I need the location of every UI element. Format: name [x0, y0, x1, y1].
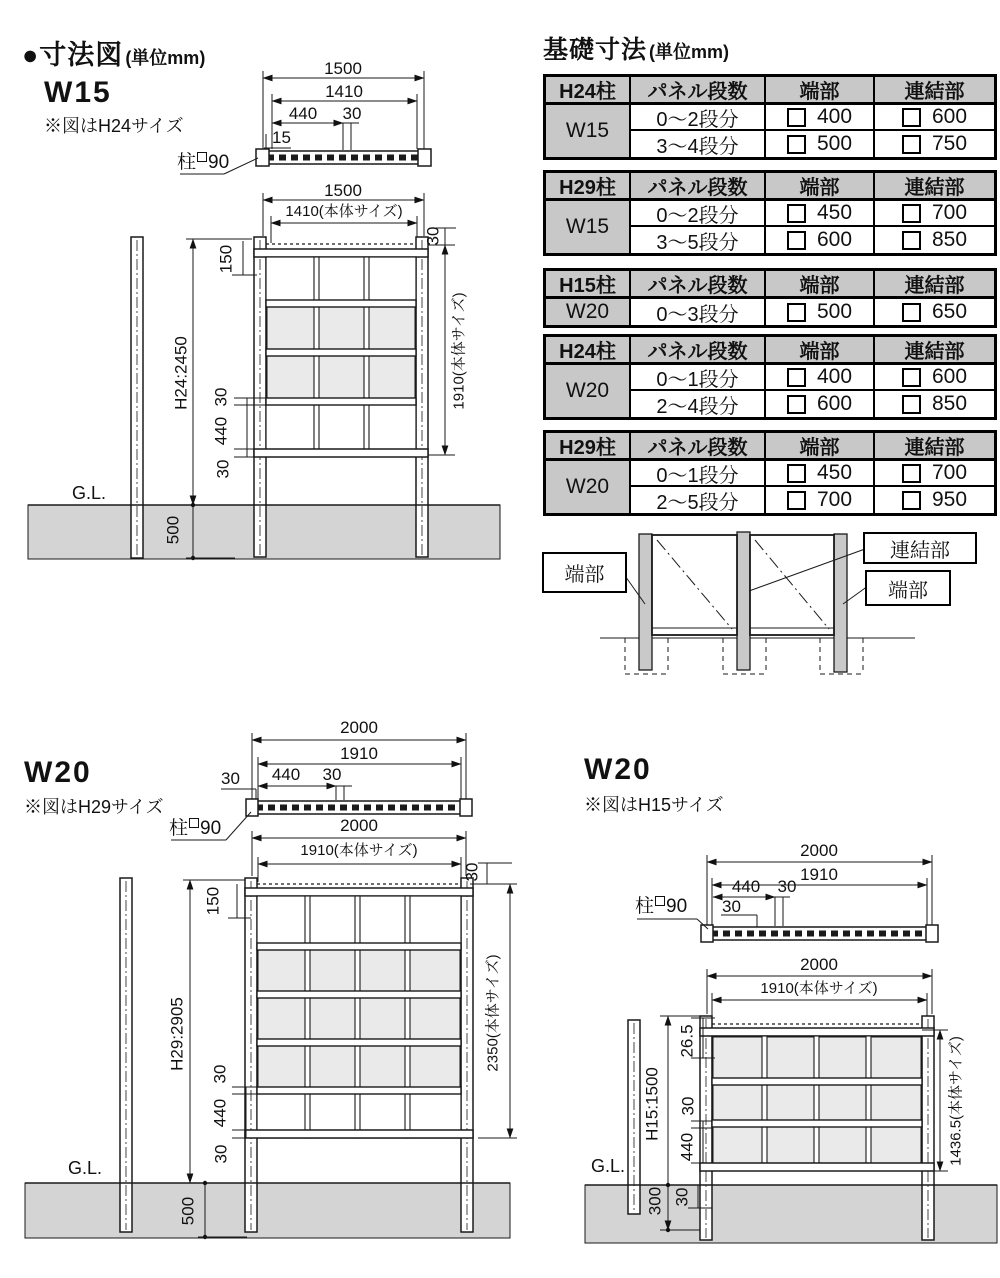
- table-cell-joint: 950: [875, 487, 994, 513]
- table-header-panel: パネル段数: [631, 271, 766, 299]
- legend-post-middle: [737, 532, 750, 670]
- checkbox-icon: [902, 204, 921, 223]
- dim-label: 1436.5(本体サイズ): [947, 1036, 965, 1166]
- table-cell-edge: 600: [766, 227, 875, 253]
- checkbox-icon: [787, 108, 806, 127]
- table-cell-joint: 700: [875, 461, 994, 487]
- checkbox-icon: [902, 135, 921, 154]
- dim-label: 150: [203, 886, 223, 916]
- table-size-cell: W15: [546, 105, 631, 157]
- table-header-joint: 連結部: [875, 433, 994, 461]
- post-size-label: [177, 152, 229, 172]
- dim-label: 440: [271, 765, 301, 784]
- dim-label: 440: [731, 877, 761, 896]
- table-header-joint: 連結部: [875, 337, 994, 365]
- dim-label: 30: [342, 104, 362, 123]
- table-cell-edge: 450: [766, 201, 875, 227]
- table-header-joint: 連結部: [875, 77, 994, 105]
- table-cell-joint: 850: [875, 227, 994, 253]
- dim-label: 30: [211, 387, 231, 407]
- table-cell-joint: 700: [875, 201, 994, 227]
- w15-title: W15: [44, 76, 112, 109]
- foundation-title-unit: (単位mm): [649, 42, 730, 62]
- dim-label: 30: [322, 765, 342, 784]
- dim-label: 2000: [800, 955, 838, 974]
- table-size-cell: W20: [546, 461, 631, 513]
- dim-label: 2350(本体サイズ): [484, 954, 502, 1072]
- table-cell-joint: 600: [875, 105, 994, 131]
- checkbox-icon: [787, 464, 806, 483]
- table-cell-steps: 0～1段分: [631, 461, 766, 487]
- w20l-top-post-cap-right: [460, 799, 472, 816]
- dim-label: 440: [288, 104, 318, 123]
- dim-label: 1910: [340, 744, 378, 763]
- table-cell-edge: 450: [766, 461, 875, 487]
- w20l-bottom-rail: [245, 1130, 473, 1138]
- page-title: [22, 33, 205, 72]
- checkbox-icon: [787, 135, 806, 154]
- table-header-edge: 端部: [766, 337, 875, 365]
- table-cell-steps: 3～4段分: [631, 131, 766, 157]
- legend-joint-label: 連結部: [863, 532, 977, 564]
- table-header-panel: パネル段数: [631, 433, 766, 461]
- table-cell-edge: 600: [766, 391, 875, 417]
- w20r-note: ※図はH15サイズ: [584, 795, 724, 815]
- w20l-title: W20: [24, 756, 92, 789]
- dim-label: 30: [777, 877, 797, 896]
- checkbox-icon: [787, 231, 806, 250]
- foundation-table-h15-w20: [543, 268, 997, 328]
- w20r-bottom-rail: [700, 1163, 934, 1171]
- w15-top-post-cap-left: [256, 149, 269, 166]
- dim-label: H29:2905: [167, 997, 187, 1071]
- w15-note: ※図はH24サイズ: [44, 116, 184, 136]
- table-header-panel: パネル段数: [631, 77, 766, 105]
- legend-edge-left-label: 端部: [542, 552, 627, 593]
- dim-label: 30: [210, 1064, 230, 1084]
- post-size-label: [169, 818, 221, 838]
- table-header-post: H29柱: [546, 173, 631, 201]
- table-cell-joint: 650: [875, 299, 994, 325]
- dim-label: 30: [462, 862, 482, 882]
- ground-level-label: G.L.: [591, 1156, 626, 1176]
- dim-label: 440: [211, 416, 231, 446]
- w15-top-post-cap-right: [418, 149, 431, 166]
- dim-title-unit: (単位mm): [125, 48, 206, 68]
- legend-edge-right-label: 端部: [865, 570, 951, 606]
- table-cell-steps: 0～2段分: [631, 201, 766, 227]
- post-size-value: 90: [666, 896, 688, 917]
- dim-title-text: ●寸法図: [22, 40, 124, 70]
- dim-label: 30: [423, 226, 443, 246]
- dim-label: H15:1500: [642, 1067, 662, 1141]
- w20l-top-post-cap-left: [246, 799, 258, 816]
- table-cell-steps: 2～5段分: [631, 487, 766, 513]
- table-cell-steps: 0～2段分: [631, 105, 766, 131]
- table-header-edge: 端部: [766, 77, 875, 105]
- table-header-joint: 連結部: [875, 173, 994, 201]
- dim-label: 150: [216, 244, 236, 274]
- checkbox-icon: [787, 303, 806, 322]
- post-size-value: 90: [208, 152, 230, 173]
- foundation-table-h24-w20: [543, 334, 997, 420]
- dim-label: 30: [678, 1096, 698, 1116]
- table-header-post: H15柱: [546, 271, 631, 299]
- checkbox-icon: [902, 231, 921, 250]
- dim-label: 1410(本体サイズ): [285, 203, 403, 220]
- table-header-panel: パネル段数: [631, 337, 766, 365]
- square-icon: [189, 818, 199, 828]
- w15-top-rail: [254, 249, 428, 257]
- post-size-prefix: 柱: [169, 818, 189, 839]
- square-icon: [655, 896, 665, 906]
- table-cell-steps: 0～3段分: [631, 299, 766, 325]
- dim-label: 15: [272, 128, 291, 147]
- table-cell-steps: 2～4段分: [631, 391, 766, 417]
- checkbox-icon: [902, 464, 921, 483]
- table-header-post: H24柱: [546, 77, 631, 105]
- checkbox-icon: [787, 204, 806, 223]
- foundation-title: [543, 30, 729, 66]
- post-size-prefix: 柱: [635, 896, 655, 917]
- foundation-table-h24-w15: [543, 74, 997, 160]
- dim-label: 1910: [800, 865, 838, 884]
- post-size-label: [635, 896, 687, 916]
- table-header-joint: 連結部: [875, 271, 994, 299]
- w15-bottom-rail: [254, 449, 428, 457]
- table-header-edge: 端部: [766, 173, 875, 201]
- checkbox-icon: [787, 491, 806, 510]
- checkbox-icon: [902, 491, 921, 510]
- dim-label: 440: [210, 1098, 230, 1128]
- dim-label: H24:2450: [171, 336, 191, 410]
- dim-label: 1500: [324, 59, 362, 78]
- dim-label: 30: [221, 769, 240, 788]
- dim-label: 26.5: [677, 1024, 697, 1058]
- dim-label: 30: [211, 1144, 231, 1164]
- dim-label: 2000: [340, 816, 378, 835]
- table-cell-edge: 700: [766, 487, 875, 513]
- dim-label: 440: [677, 1132, 697, 1162]
- dim-label: 500: [178, 1196, 198, 1226]
- dim-label: 1410: [325, 82, 363, 101]
- table-header-edge: 端部: [766, 271, 875, 299]
- table-cell-steps: 3～5段分: [631, 227, 766, 253]
- checkbox-icon: [902, 368, 921, 387]
- dim-label: 1910(本体サイズ): [300, 842, 418, 859]
- dim-label: 500: [163, 515, 183, 545]
- w20l-note: ※図はH29サイズ: [24, 797, 164, 817]
- w20r-top-post-cap-right: [926, 925, 938, 942]
- post-size-prefix: 柱: [177, 152, 197, 173]
- dim-label: 1910(本体サイズ): [450, 292, 468, 410]
- table-cell-joint: 850: [875, 391, 994, 417]
- post-size-value: 90: [200, 818, 222, 839]
- dim-label: 2000: [340, 718, 378, 737]
- legend-post-left: [639, 534, 652, 670]
- table-cell-edge: 400: [766, 105, 875, 131]
- table-size-cell: W20: [546, 299, 631, 325]
- table-cell-steps: 0～1段分: [631, 365, 766, 391]
- dim-label: 300: [645, 1186, 665, 1216]
- table-header-post: H24柱: [546, 337, 631, 365]
- w20r-title: W20: [584, 753, 652, 786]
- table-size-cell: W15: [546, 201, 631, 253]
- dim-label: 30: [213, 459, 233, 479]
- w20l-top-rail: [245, 888, 473, 896]
- checkbox-icon: [902, 108, 921, 127]
- foundation-title-text: 基礎寸法: [543, 36, 648, 64]
- foundation-table-h29-w20: [543, 430, 997, 516]
- checkbox-icon: [787, 395, 806, 414]
- checkbox-icon: [787, 368, 806, 387]
- foundation-table-h29-w15: [543, 170, 997, 256]
- table-cell-edge: 500: [766, 299, 875, 325]
- checkbox-icon: [902, 395, 921, 414]
- square-icon: [197, 152, 207, 162]
- table-size-cell: W20: [546, 365, 631, 417]
- dim-label: 30: [672, 1187, 692, 1207]
- table-header-panel: パネル段数: [631, 173, 766, 201]
- table-cell-edge: 400: [766, 365, 875, 391]
- table-header-edge: 端部: [766, 433, 875, 461]
- table-cell-joint: 750: [875, 131, 994, 157]
- dim-label: 1910(本体サイズ): [760, 980, 878, 997]
- w20r-top-rail: [700, 1028, 934, 1036]
- ground-level-label: G.L.: [68, 1158, 103, 1178]
- table-cell-joint: 600: [875, 365, 994, 391]
- ground-level-label: G.L.: [72, 483, 107, 503]
- w15-front-view: [28, 193, 500, 560]
- w20l-ground-band: [25, 1183, 510, 1238]
- checkbox-icon: [902, 303, 921, 322]
- dim-label: 1500: [324, 181, 362, 200]
- table-cell-edge: 500: [766, 131, 875, 157]
- table-header-post: H29柱: [546, 433, 631, 461]
- dim-label: 30: [722, 897, 741, 916]
- dim-label: 2000: [800, 841, 838, 860]
